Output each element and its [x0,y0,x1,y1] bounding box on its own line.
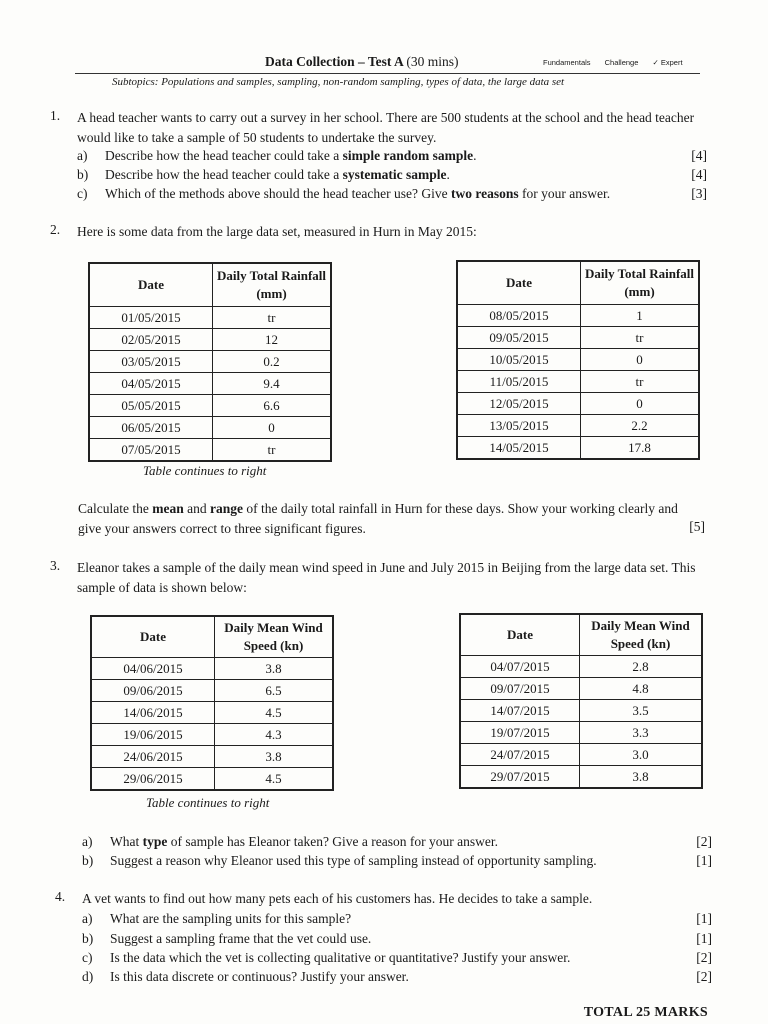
table-row [460,722,702,744]
value-cell: 17.8 [581,437,700,460]
date-cell: 29/07/2015 [460,766,580,789]
text: Suggest a reason why Eleanor used this type of sampling instead of opportunity sampling. [110,853,597,868]
marks: [2] [696,950,712,965]
value-cell: tr [213,307,332,329]
bold-text: mean [152,501,184,516]
date-cell: 07/05/2015 [89,439,213,462]
table-row [89,351,331,373]
value-cell: tr [213,439,332,462]
date-cell: 04/05/2015 [89,373,213,395]
date-cell: 01/05/2015 [89,307,213,329]
value-cell: 6.6 [213,395,332,417]
text: Which of the methods above should the head teacher use? Give [105,186,452,201]
header-date: Date [89,263,213,307]
bold-text: type [142,834,168,849]
table-header-row [91,616,333,658]
marks: [3] [691,186,707,201]
bold-text: simple random sample [342,148,474,163]
question-number: 1. [50,108,61,123]
header-date: Date [457,261,581,305]
question-number: 2. [50,222,61,237]
table-row [457,393,699,415]
text: . [446,167,450,182]
question-stem: Eleanor takes a sample of the daily mean wind speed in June and July 2015 in Beijing from the large data set. This sample of data is shown below: [77,560,696,595]
table-header-row [457,261,699,305]
text: Describe how the head teacher could take a [105,148,343,163]
value-cell: 3.8 [215,658,334,680]
bold-text: systematic sample [342,167,447,182]
header-date: Date [460,614,580,656]
table-row [89,395,331,417]
table-row [89,329,331,351]
part-text [105,184,610,204]
table-row [457,415,699,437]
date-cell: 14/05/2015 [457,437,581,460]
value-cell: 3.5 [580,700,703,722]
text: for your answer. [518,186,611,201]
header-date: Date [91,616,215,658]
date-cell: 02/05/2015 [89,329,213,351]
value-cell: 9.4 [213,373,332,395]
header-wind: Daily Mean Wind Speed (kn) [580,614,703,656]
part-letter: b) [77,167,89,182]
value-cell: 2.8 [580,656,703,678]
table-row [89,373,331,395]
part-text: Is the data which the vet is collecting qualitative or quantitative? Justify your answer. [110,950,571,965]
date-cell: 09/06/2015 [91,680,215,702]
date-cell: 06/05/2015 [89,417,213,439]
bold-text: two reasons [451,186,519,201]
rainfall-table-right [456,260,700,460]
value-cell: 3.8 [580,766,703,789]
part-letter: c) [82,950,93,965]
part-letter: b) [82,931,94,946]
part-letter: a) [82,911,93,926]
part-letter: a) [82,834,93,849]
table-continues-note: Table continues to right [143,463,267,478]
value-cell: 3.0 [580,744,703,766]
value-cell: 0.2 [213,351,332,373]
table-row [457,371,699,393]
part-text [105,165,450,185]
wind-table-left [90,615,334,791]
table-row [457,305,699,327]
part-text [105,146,477,166]
table-row [89,307,331,329]
table-row [460,656,702,678]
bold-text: range [209,501,243,516]
header-wind: Daily Mean Wind Speed (kn) [215,616,334,658]
value-cell: 0 [213,417,332,439]
table-row [91,746,333,768]
date-cell: 05/05/2015 [89,395,213,417]
date-cell: 09/07/2015 [460,678,580,700]
table-row [91,768,333,791]
total-marks: TOTAL 25 MARKS [583,1005,708,1020]
part-text: What are the sampling units for this sample? [110,911,352,926]
text: of sample has Eleanor taken? Give a reason for your answer. [167,834,498,849]
level-fundamentals: Fundamentals [543,58,591,67]
table-row [460,744,702,766]
table-header-row [460,614,702,656]
value-cell: 12 [213,329,332,351]
title-text: Data Collection – Test A [265,54,404,69]
text: of the daily total rainfall in Hurn for these days. Show your working clearly and give your answers correct to three significant figures. [78,501,678,536]
question-number: 4. [55,889,66,904]
value-cell: tr [581,327,700,349]
table-row [91,702,333,724]
value-cell: tr [581,371,700,393]
level-expert: ✓ Expert [652,58,683,67]
table-row [91,658,333,680]
value-cell: 0 [581,349,700,371]
header-rainfall: Daily Total Rainfall (mm) [213,263,332,307]
value-cell: 4.5 [215,702,334,724]
part-letter: d) [82,969,94,984]
page-title [265,54,459,70]
difficulty-levels [543,58,695,67]
date-cell: 19/07/2015 [460,722,580,744]
question-stem: Here is some data from the large data set, measured in Hurn in May 2015: [77,224,477,239]
table-row [91,680,333,702]
value-cell: 1 [581,305,700,327]
table-row [89,417,331,439]
wind-table-right [459,613,703,789]
table-row [457,437,699,460]
table-header-row [89,263,331,307]
rainfall-table-left [88,262,332,462]
value-cell: 4.3 [215,724,334,746]
date-cell: 11/05/2015 [457,371,581,393]
value-cell: 0 [581,393,700,415]
value-cell: 4.8 [580,678,703,700]
part-text [110,851,597,871]
part-letter: b) [82,853,94,868]
marks: [2] [696,969,712,984]
part-letter: a) [77,148,88,163]
value-cell: 4.5 [215,768,334,791]
date-cell: 12/05/2015 [457,393,581,415]
header-rainfall: Daily Total Rainfall (mm) [581,261,700,305]
date-cell: 09/05/2015 [457,327,581,349]
marks: [1] [696,911,712,926]
duration-text: (30 mins) [406,54,459,69]
value-cell: 3.8 [215,746,334,768]
marks: [5] [689,519,705,534]
date-cell: 19/06/2015 [91,724,215,746]
date-cell: 14/07/2015 [460,700,580,722]
value-cell: 3.3 [580,722,703,744]
marks: [4] [691,148,707,163]
marks: [4] [691,167,707,182]
text: Describe how the head teacher could take a [105,167,343,182]
table-continues-note: Table continues to right [146,795,270,810]
marks: [1] [696,853,712,868]
question-number: 3. [50,558,61,573]
table-row [89,439,331,462]
date-cell: 08/05/2015 [457,305,581,327]
part-text [110,832,498,852]
date-cell: 04/06/2015 [91,658,215,680]
table-row [91,724,333,746]
text: What [110,834,143,849]
question-stem: A vet wants to find out how many pets each of his customers has. He decides to take a sample. [82,891,593,906]
level-challenge: Challenge [604,58,639,67]
table-row [460,678,702,700]
table-row [457,349,699,371]
date-cell: 10/05/2015 [457,349,581,371]
table-row [457,327,699,349]
part-letter: c) [77,186,88,201]
text: . [473,148,477,163]
text: and [183,501,210,516]
date-cell: 04/07/2015 [460,656,580,678]
date-cell: 14/06/2015 [91,702,215,724]
value-cell: 6.5 [215,680,334,702]
marks: [2] [696,834,712,849]
part-text: Is this data discrete or continuous? Justify your answer. [110,969,409,984]
value-cell: 2.2 [581,415,700,437]
date-cell: 24/07/2015 [460,744,580,766]
date-cell: 24/06/2015 [91,746,215,768]
date-cell: 13/05/2015 [457,415,581,437]
marks: [1] [696,931,712,946]
header-divider [75,73,700,74]
table-row [460,700,702,722]
date-cell: 03/05/2015 [89,351,213,373]
q2-task [78,499,696,539]
subtopics: Subtopics: Populations and samples, sampling, non-random sampling, types of data, the large data set [112,76,565,88]
table-row [460,766,702,789]
date-cell: 29/06/2015 [91,768,215,791]
text: Calculate the [78,501,153,516]
question-stem: A head teacher wants to carry out a survey in her school. There are 500 students at the school and the head teacher would like to take a sample of 50 students to undertake the survey. [77,110,695,145]
part-text: Suggest a sampling frame that the vet could use. [110,931,372,946]
